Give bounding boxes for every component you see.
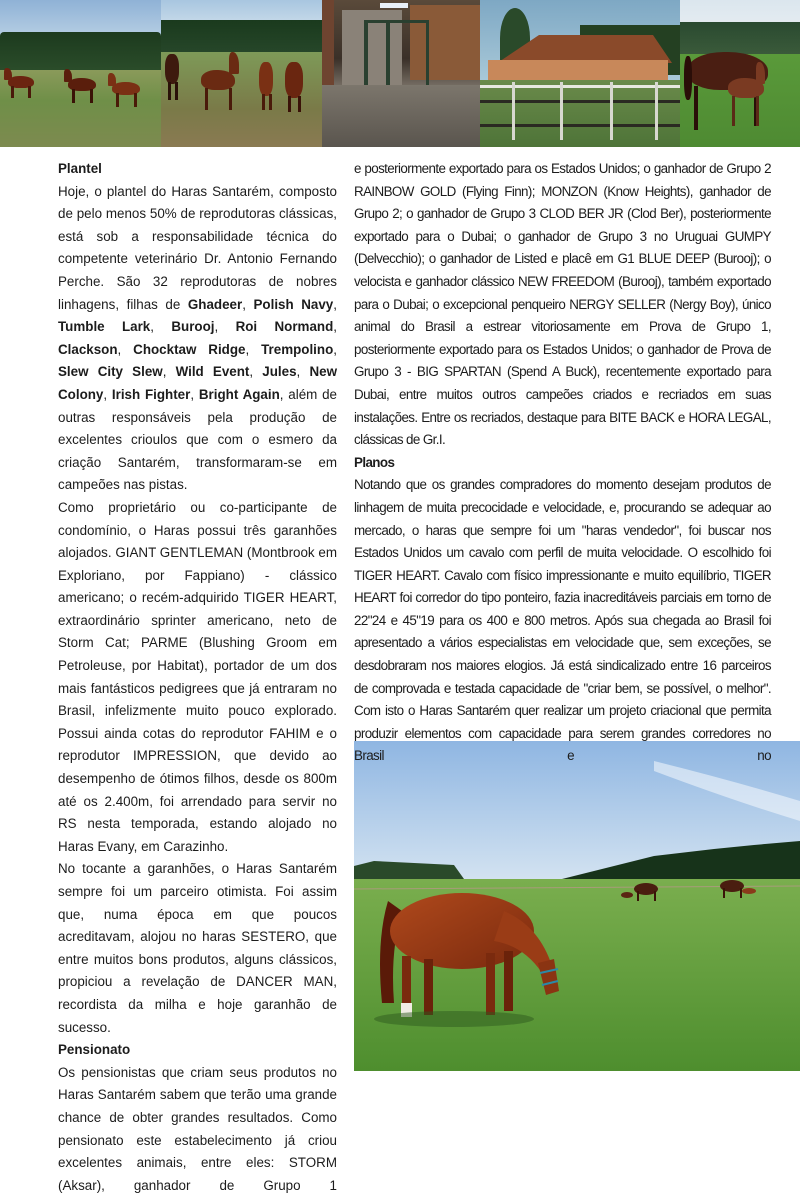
- paragraph-pensionato-continued: e posteriormente exportado para os Estados Unidos; o ganhador de Grupo 2 RAINBOW GOLD (Flying Finn); MONZON (Know Heights), ganhador de Grupo 2; o ganhador de Grupo 3 CLOD BER JR (Clod Ber), posteriormente exportado para o Dubai; o ganhador de Grupo 3 no Uruguai GUMPY (Delvecchio); o ganhador de Listed e placê em G1 BLUE DEEP (Burooj); o velocista e ganhador clássico NEW FREEDOM (Burooj), também exportado para o Dubai; o excepcional penqueiro NERGY SELLER (Nergy Boy), único animal do Brasil a estrear vitoriosamente em Prova de Grupo 1, posteriormente exportado para os Estados Unidos; o ganhador de Prova de Grupo 3 - BIG SPARTAN (Spend A Buck), recentemente exportado para Dubai, entre muitos outros campeões criados e recriados em suas instalações. Entre os recriados, destaque para BITE BACK e HORA LEGAL, clássicas de Gr.I.: [354, 161, 771, 448]
- sires-list: Ghadeer, Polish Navy, Tumble Lark, Burooj, Roi Normand, Clackson, Chocktaw Ridge, Trempolino, Slew City Slew, Wild Event, Jules, New Colony, Irish Fighter, Bright Again: [58, 296, 337, 402]
- sire-name: New Colony: [58, 364, 337, 402]
- photo-horses-running: [0, 0, 161, 147]
- horse-leg: [740, 888, 742, 898]
- fence-rail: [480, 100, 680, 103]
- sire-name: Bright Again: [198, 386, 280, 402]
- horse-leg: [637, 891, 639, 901]
- photo-stable-interior: [322, 0, 480, 147]
- horse-leg: [424, 959, 433, 1015]
- ceiling-light: [380, 3, 408, 8]
- treeline: [680, 22, 800, 54]
- sire-name: Trempolino: [261, 341, 334, 357]
- fence-post: [655, 82, 658, 140]
- treeline: [161, 20, 322, 55]
- fence-post: [512, 82, 515, 140]
- sire-name: Irish Fighter: [111, 386, 191, 402]
- sire-name: Burooj: [171, 319, 215, 335]
- section-heading-plantel: Plantel: [58, 161, 102, 176]
- plantel-outro: , além de outras responsáveis pela produção de excelentes crioulos que com o esmero da criação Santarém, transformaram-se em campeões nas pistas.: [58, 386, 337, 493]
- wooden-wall: [410, 5, 480, 80]
- paragraph-planos: Notando que os grandes compradores do momento desejam produtos de linhagem de muita precocidade e velocidade, e, procurando se adequar ao mercado, o haras que sempre foi um "haras vendedor", foi buscar nos Estados Unidos um cavalo com perfil de muita velocidade. O escolhido foi TIGER HEART. Cavalo com físico impressionante e muito equilíbrio, TIGER HEART foi corredor do tipo ponteiro, fazia inacreditáveis parciais em torno de 22"24 e 45"19 para os 400 e 800 metros. Após sua chegada ao Brasil foi apresentado a vários especialistas em velocidade que, sem exceções, se desdobraram nos maiores elogios. Já está sindicalizado entre 16 parceiros de comprovada e testada capacidade de "criar bem, se possível, o melhor". Com isto o Haras Santarém quer realizar um projeto criacional que permita produzir elementos com capacidade para serem grandes corredores no Brasil e no: [354, 477, 771, 764]
- sire-name: Polish Navy: [253, 296, 334, 312]
- fence-rail: [480, 124, 680, 127]
- horse-leg: [723, 888, 725, 898]
- paragraph-condominio: Como proprietário ou co-participante de condomínio, o Haras possui três garanhões alojados. GIANT GENTLEMAN (Montbrook em Exploriano, por Fappiano) - clássico americano; o recém-adquirido TIGER HEART, extraordinário sprinter americano, neto de Storm Cat; PARME (Blushing Groom em Petroleuse, por Habitat), portador de um dos mais fantásticos pedigrees que já entraram no Brasil, infelizmente muito pouco explorado. Possui ainda cotas do reprodutor FAHIM e o reprodutor IMPRESSION, que devido ao desempenho de ótimos filhos, desde os 800m até os 2.400m, foi arrendado para servir no RS nesta temporada, estando alojado no Haras Evany, em Carazinho.: [58, 499, 337, 854]
- sire-name: Tumble Lark: [58, 319, 151, 335]
- floor: [322, 85, 480, 147]
- left-column: [58, 158, 337, 1197]
- treeline: [0, 32, 161, 72]
- sire-name: Jules: [262, 364, 297, 380]
- photo-strip: [0, 0, 800, 147]
- horse-leg: [654, 891, 656, 901]
- plantel-intro: Hoje, o plantel do Haras Santarém, composto de pelo menos 50% de reprodutoras clássicas, está sob a responsabilidade técnica do competente veterinário Dr. Antonio Fernando Perche. São 32 reprodutoras de nobres linhagens, filhas de: [58, 183, 337, 312]
- paragraph-plantel: [58, 181, 337, 497]
- section-heading-pensionato: Pensionato: [58, 1042, 131, 1058]
- sire-name: Wild Event: [175, 364, 250, 380]
- fence-post: [610, 82, 613, 140]
- paragraph-pensionato: Os pensionistas que criam seus produtos no Haras Santarém sabem que terão uma grande chance de obter grandes resultados. Como pensionato este estabelecimento já criou excelentes animais, entre eles: STORM (Aksar), ganhador de Grupo 1: [58, 1064, 337, 1193]
- sire-name: Clackson: [58, 341, 118, 357]
- foal-body: [742, 888, 756, 894]
- sire-name: Roi Normand: [235, 319, 334, 335]
- section-heading-planos: Planos: [354, 454, 395, 470]
- right-column: [354, 158, 771, 768]
- sire-name: Ghadeer: [187, 296, 243, 312]
- pasture-scene: [354, 741, 800, 1071]
- photo-horses-pasture: [161, 0, 322, 147]
- paragraph-garanhoes: No tocante a garanhões, o Haras Santarém sempre foi um parceiro otimista. Foi assim que, numa época em que poucos acreditavam, alojou no haras SESTERO, que entre muitos bons produtos, alguns clássicos, propiciou a revelação de DANCER MAN, recordista da milha e hoje garanhão de sucesso.: [58, 861, 337, 1035]
- building-wall: [488, 60, 668, 80]
- horse-shadow: [374, 1011, 534, 1027]
- gate-bar: [364, 20, 428, 23]
- foal-body: [621, 892, 633, 898]
- gate-bar: [426, 20, 429, 85]
- grass: [480, 80, 680, 147]
- sire-name: Chocktaw Ridge: [133, 341, 246, 357]
- horse-leg: [486, 953, 495, 1015]
- fence-post: [560, 82, 563, 140]
- photo-mare-foal: [680, 0, 800, 147]
- photo-stable-building: [480, 0, 680, 147]
- photo-grazing-mare: [354, 741, 800, 1071]
- fence-rail: [480, 85, 680, 88]
- sire-name: Slew City Slew: [58, 364, 163, 380]
- horse-leg: [504, 951, 513, 1011]
